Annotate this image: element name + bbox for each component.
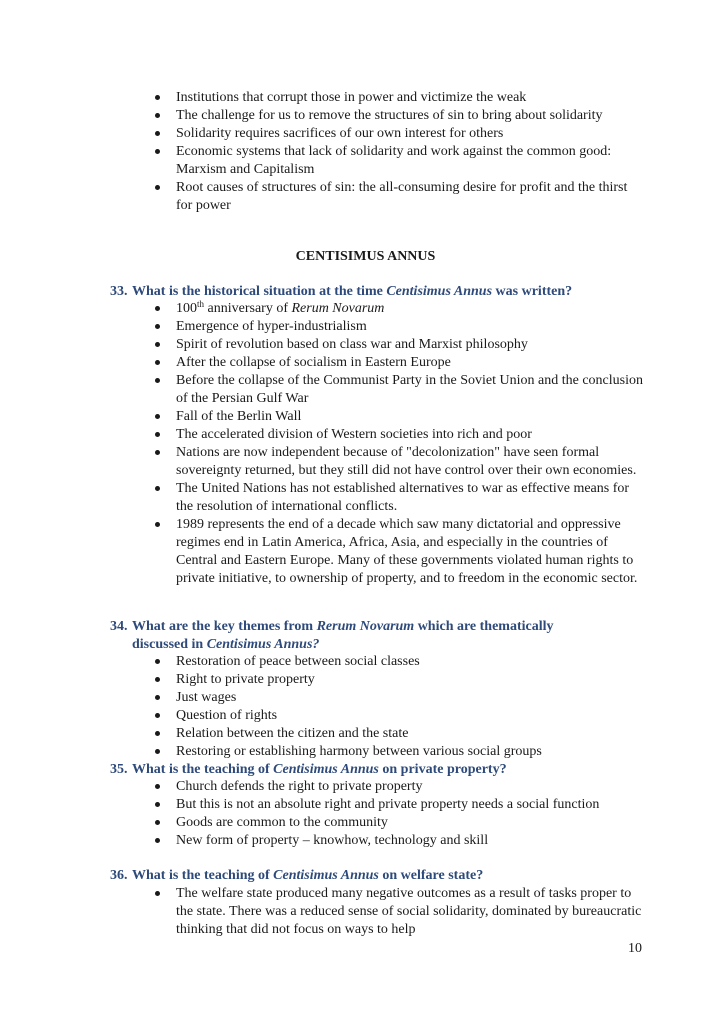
question-34-bullet-list [176, 653, 646, 761]
question-number: 36. [110, 868, 128, 883]
question-text: What is the teaching of [132, 762, 274, 777]
list-item: Restoring or establishing harmony between various social groups [176, 743, 646, 761]
list-item: The United Nations has not established alternatives to war as effective means for the resolution of international conflicts. [176, 480, 646, 516]
question-text: What is the historical situation at the time [132, 284, 387, 299]
list-item: Just wages [176, 689, 646, 707]
question-italic: Centisimus Annus [386, 284, 493, 299]
question-text: on welfare state? [378, 868, 484, 883]
list-item: New form of property – knowhow, technology and skill [176, 832, 646, 850]
question-continuation: discussed in Centisimus Annus? [132, 637, 320, 652]
list-item: Emergence of hyper-industrialism [176, 318, 646, 336]
list-item: Right to private property [176, 671, 646, 689]
list-item: The challenge for us to remove the structures of sin to bring about solidarity [176, 107, 646, 125]
question-33-heading [110, 283, 630, 301]
question-italic: Centisimus Annus [273, 868, 379, 883]
list-item: Restoration of peace between social classes [176, 653, 646, 671]
list-item: Before the collapse of the Communist Party in the Soviet Union and the conclusion of the Persian Gulf War [176, 372, 646, 408]
question-text: was written? [492, 284, 573, 299]
question-36-bullet-list [176, 885, 646, 939]
list-item: But this is not an absolute right and private property needs a social function [176, 796, 646, 814]
list-item: Relation between the citizen and the state [176, 725, 646, 743]
list-item: 1989 represents the end of a decade which saw many dictatorial and oppressive regimes end in Latin America, Africa, Asia, and especially in the countries of Central and Eastern Europe. Many of these governments violated human rights to private initiative, to ownership of property, and to freedom in the economic sector. [176, 516, 646, 588]
list-item: Economic systems that lack of solidarity and work against the common good: Marxism and Capitalism [176, 143, 646, 179]
question-35-heading [110, 761, 630, 779]
question-number: 35. [110, 762, 128, 777]
question-text: What is the teaching of [132, 868, 274, 883]
question-text: which are thematically [414, 619, 554, 634]
question-text: on private property? [378, 762, 507, 777]
list-item: 100th anniversary of Rerum Novarum [176, 300, 646, 318]
question-34-heading [110, 618, 630, 654]
question-italic: Centisimus Annus [273, 762, 379, 777]
list-item: Fall of the Berlin Wall [176, 408, 646, 426]
question-text: What are the key themes from [132, 619, 317, 634]
list-item: Root causes of structures of sin: the all-consuming desire for profit and the thirst for power [176, 179, 646, 215]
list-item: The welfare state produced many negative outcomes as a result of tasks proper to the state. There was a reduced sense of social solidarity, dominated by bureaucratic thinking that did not focus on ways to help [176, 885, 646, 939]
list-item: Question of rights [176, 707, 646, 725]
question-33-bullet-list [176, 300, 646, 588]
list-item: Spirit of revolution based on class war and Marxist philosophy [176, 336, 646, 354]
page-number: 10 [628, 941, 642, 956]
list-item: After the collapse of socialism in Eastern Europe [176, 354, 646, 372]
list-item: Solidarity requires sacrifices of our own interest for others [176, 125, 646, 143]
list-item: Goods are common to the community [176, 814, 646, 832]
list-item: Church defends the right to private property [176, 778, 646, 796]
list-item: The accelerated division of Western societies into rich and poor [176, 426, 646, 444]
question-35-bullet-list [176, 778, 646, 850]
question-number: 33. [110, 284, 128, 299]
question-36-heading [110, 867, 630, 885]
list-item: Nations are now independent because of "decolonization" have seen formal sovereignty returned, but they still did not have control over their own economies. [176, 444, 646, 480]
section-title: CENTISIMUS ANNUS [295, 249, 436, 264]
list-item: Institutions that corrupt those in power and victimize the weak [176, 89, 646, 107]
intro-bullet-list [176, 89, 646, 215]
question-number: 34. [110, 619, 128, 634]
question-italic: Rerum Novarum [316, 619, 415, 634]
